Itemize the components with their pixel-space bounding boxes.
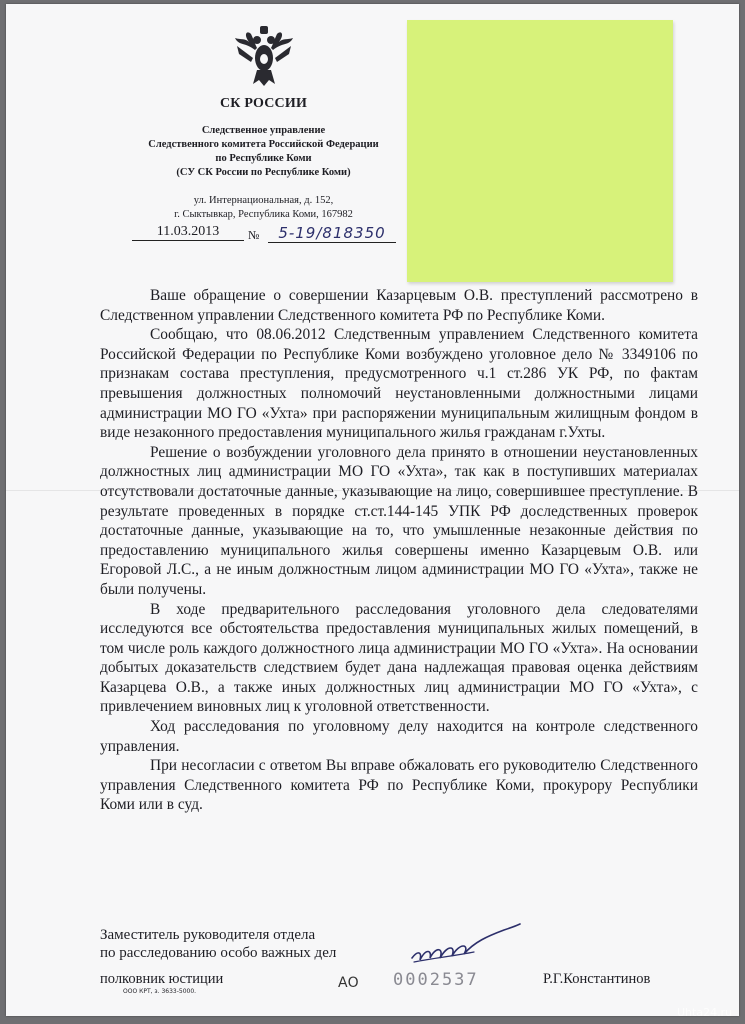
body-paragraph: Ход расследования по уголовному делу находится на контроле следственного управления. [100, 718, 698, 755]
signer-position [100, 926, 336, 962]
sticky-note [407, 20, 673, 282]
address-line: ул. Интернациональная, д. 152, [193, 195, 334, 206]
letter-date: 11.03.2013 [132, 224, 244, 241]
letterhead [121, 24, 406, 222]
ao-label: АО [338, 975, 359, 991]
letter-page [6, 4, 739, 1016]
org-line: по Республике Коми [215, 153, 312, 164]
site-watermark: Uhta24.ru [677, 1006, 733, 1019]
org-line: Следственного комитета Российской Федерации [148, 139, 379, 150]
handwritten-signature-icon [404, 922, 524, 982]
org-line: (СУ СК России по Республике Коми) [176, 167, 351, 178]
position-line: Заместитель руководителя отдела [100, 927, 316, 943]
body-paragraph: В ходе предварительного расследования уголовного дела следователями исследуются все обстоятельства предоставления муниципальных жилых помещений, в том числе роль каждого должностного лица администрации МО ГО «Ухта». На основании добытых доказательств следствием будет дана надлежащая правовая оценка действиям Казарцева О.В., а также иных должностных лиц администрации МО ГО «Ухта», с привлечением виновных лиц к уголовной ответственности. [100, 600, 698, 716]
org-full-name [121, 124, 406, 180]
org-short-name: СК РОССИИ [219, 96, 308, 111]
letter-body [100, 286, 698, 815]
address-line: г. Сыктывкар, Республика Коми, 167982 [174, 209, 353, 220]
number-sign: № [248, 228, 260, 242]
position-line: по расследованию особо важных дел [100, 945, 337, 961]
body-paragraph: Решение о возбуждении уголовного дела принято в отношении неустановленных должностных лиц администрации МО ГО «Ухта», так как в поступивших материалах отсутствовали достаточные данные, указывающие на лицо, совершившее преступление. В результате проведенных в порядке ст.ст.144-145 УПК РФ доследственных проверок достаточные данные, указывающие на то, что умышленные незаконные действия по предоставлению муниципального жилья совершены именно Казарцевым О.В. или Егоровой Л.С., а не иным должностным лицом администрации МО ГО «Ухта», также не были получены. [100, 443, 698, 598]
stamp-number: 0002537 [393, 970, 479, 990]
org-address [121, 194, 406, 222]
body-paragraph: При несогласии с ответом Вы вправе обжаловать его руководителю Следственного управления Следственного комитета РФ по Республике Коми, прокурору Республики Коми или в суд. [100, 757, 698, 814]
body-paragraph: Ваше обращение о совершении Казарцевым О.В. преступлений рассмотрено в Следственном управлении Следственного комитета РФ по Республике Коми. [100, 287, 698, 324]
letter-number: 5-19/818350 [268, 224, 396, 243]
org-line: Следственное управление [201, 125, 326, 136]
signer-name: Р.Г.Константинов [543, 971, 651, 987]
date-number-row [126, 222, 416, 248]
body-paragraph: Сообщаю, что 08.06.2012 Следственным управлением Следственного комитета Российской Федерации по Республике Коми возбуждено уголовное дело № 3349106 по признакам состава преступления, предусмотренного ч.1 ст.286 УК РФ, по фактам превышения должностных полномочий неустановленными должностными лицами администрации МО ГО «Ухта» при распоряжении муниципальным жилищным фондом в виде незаконного предоставления муниципального жилья гражданам г.Ухты. [100, 326, 698, 442]
signer-rank: полковник юстиции [100, 971, 224, 987]
printer-note: ООО КРТ, з. 3633-5000. [123, 988, 197, 995]
double-headed-eagle-emblem-icon [233, 24, 295, 88]
